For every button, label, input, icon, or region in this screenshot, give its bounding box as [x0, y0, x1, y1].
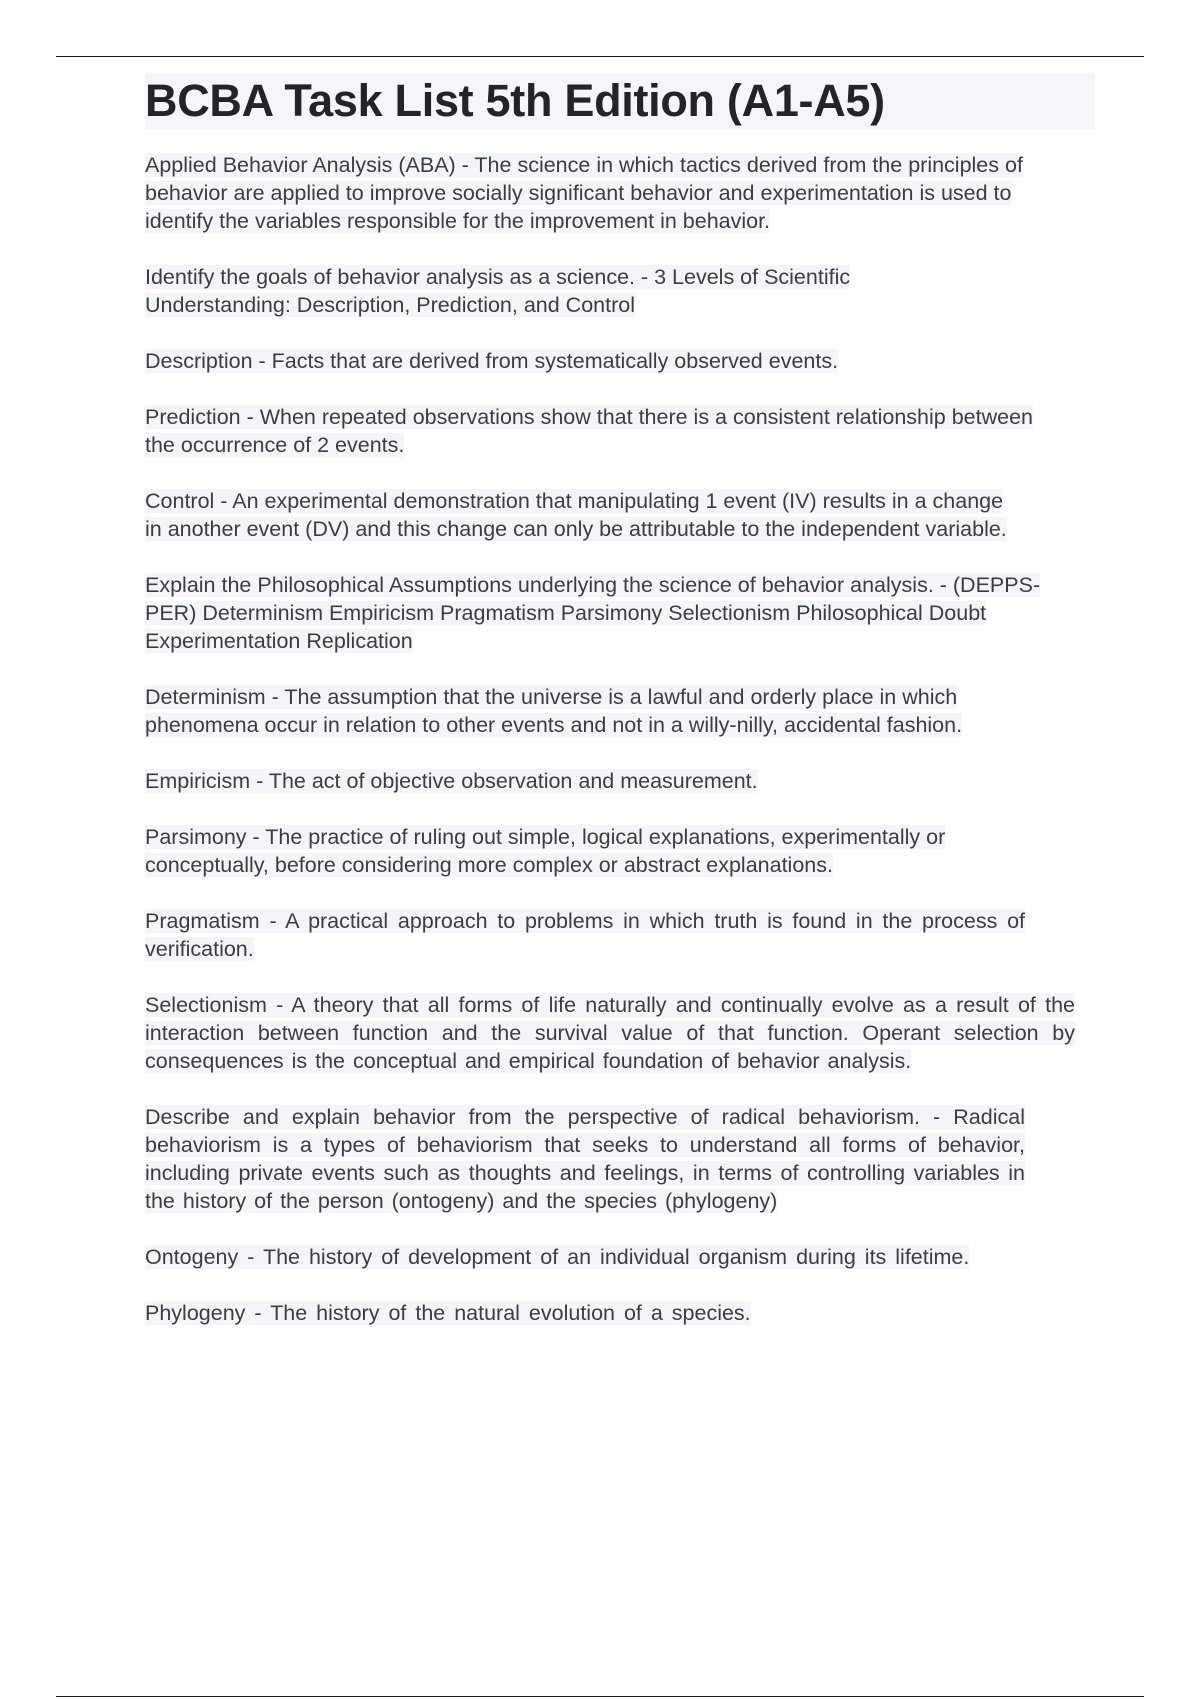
document-page [145, 73, 1095, 1355]
entry-parsimony: Parsimony - The practice of ruling out simple, logical explanations, experimentally or conceptually, before considering more complex or abstract explanations. [145, 825, 946, 877]
entry-selectionism: Selectionism - A theory that all forms of life naturally and continually evolve as a result of the interaction between function and the survival value of that function. Operant selection by consequences is the conceptual and empirical foundation of behavior analysis. [145, 993, 1075, 1073]
entry-description: Description - Facts that are derived from systematically observed events. [145, 349, 839, 373]
entry-goals: Identify the goals of behavior analysis as a science. - 3 Levels of Scientific Understanding: Description, Prediction, and Control [145, 265, 851, 317]
entry-radical-behaviorism: Describe and explain behavior from the perspective of radical behaviorism. - Radical behaviorism is a types of behaviorism that seeks to understand all forms of behavior, including private events such as thoughts and feelings, in terms of controlling variables in the history of the person (ontogeny) and the species (phylogeny) [145, 1105, 1025, 1213]
entry-aba: Applied Behavior Analysis (ABA) - The science in which tactics derived from the principles of behavior are applied to improve socially significant behavior and experimentation is used to identify the variables responsible for the improvement in behavior. [145, 153, 1023, 233]
top-rule [56, 56, 1144, 57]
entry-ontogeny: Ontogeny - The history of development of an individual organism during its lifetime. [145, 1245, 970, 1269]
document-title: BCBA Task List 5th Edition (A1-A5) [145, 75, 885, 126]
entry-philosophical-assumptions: Explain the Philosophical Assumptions underlying the science of behavior analysis. - (DEPPS-PER) Determinism Empiricism Pragmatism Parsimony Selectionism Philosophical Doubt Experimentation Replication [145, 573, 1041, 653]
entry-pragmatism: Pragmatism - A practical approach to problems in which truth is found in the process of verification. [145, 909, 1025, 961]
title-block [145, 73, 1095, 129]
bottom-rule [56, 1696, 1144, 1697]
entry-prediction: Prediction - When repeated observations show that there is a consistent relationship between the occurrence of 2 events. [145, 405, 1033, 457]
entry-control: Control - An experimental demonstration that manipulating 1 event (IV) results in a change in another event (DV) and this change can only be attributable to the independent variable. [145, 489, 1007, 541]
entry-empiricism: Empiricism - The act of objective observation and measurement. [145, 769, 758, 793]
entry-determinism: Determinism - The assumption that the universe is a lawful and orderly place in which phenomena occur in relation to other events and not in a willy-nilly, accidental fashion. [145, 685, 963, 737]
entry-phylogeny: Phylogeny - The history of the natural evolution of a species. [145, 1301, 751, 1325]
